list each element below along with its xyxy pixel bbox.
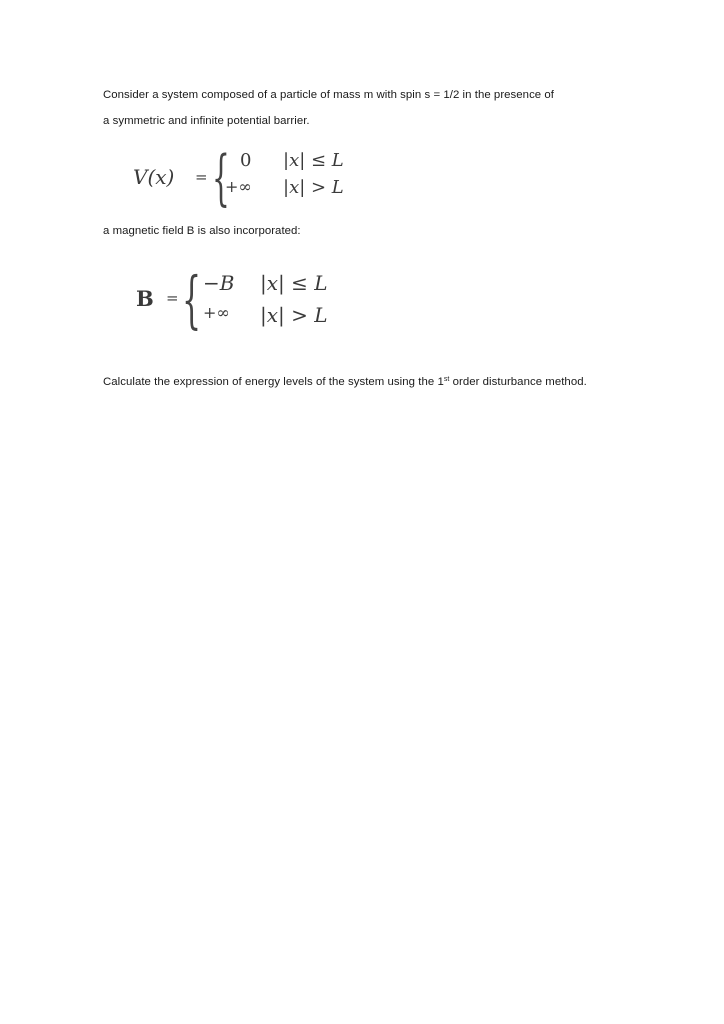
magnetic-field-intro: a magnetic field B is also incorporated: [103,225,301,237]
potential-row2-value: +∞ [225,177,252,196]
task-text-start: Calculate the expression of energy levels of the system using the 1 [103,376,444,388]
field-row2-value: +∞ [203,303,230,322]
potential-equation [133,144,353,213]
field-row1-condition: |x| ≤ L [260,271,328,295]
field-row2-condition: |x| > L [260,303,328,327]
problem-statement-line-1: Consider a system composed of a particle of mass m with spin s = 1/2 in the presence of [103,89,555,101]
potential-row1-condition: |x| ≤ L [283,150,344,171]
problem-statement-line-2: a symmetric and infinite potential barrier. [103,115,310,127]
equals-sign: = [195,168,208,186]
field-lhs: B [136,286,154,311]
ordinal-superscript: st [443,376,450,383]
potential-row2-condition: |x| > L [283,177,344,198]
magnetic-field-equation [136,265,346,337]
field-row1-value: −B [203,271,235,295]
potential-lhs: V(x) [133,165,175,189]
potential-row1-value: 0 [240,150,252,171]
task-statement [103,375,587,389]
left-brace: { [212,144,230,213]
equals-sign: = [166,289,179,307]
task-text-end: order disturbance method. [449,376,587,388]
left-brace: { [182,265,202,337]
